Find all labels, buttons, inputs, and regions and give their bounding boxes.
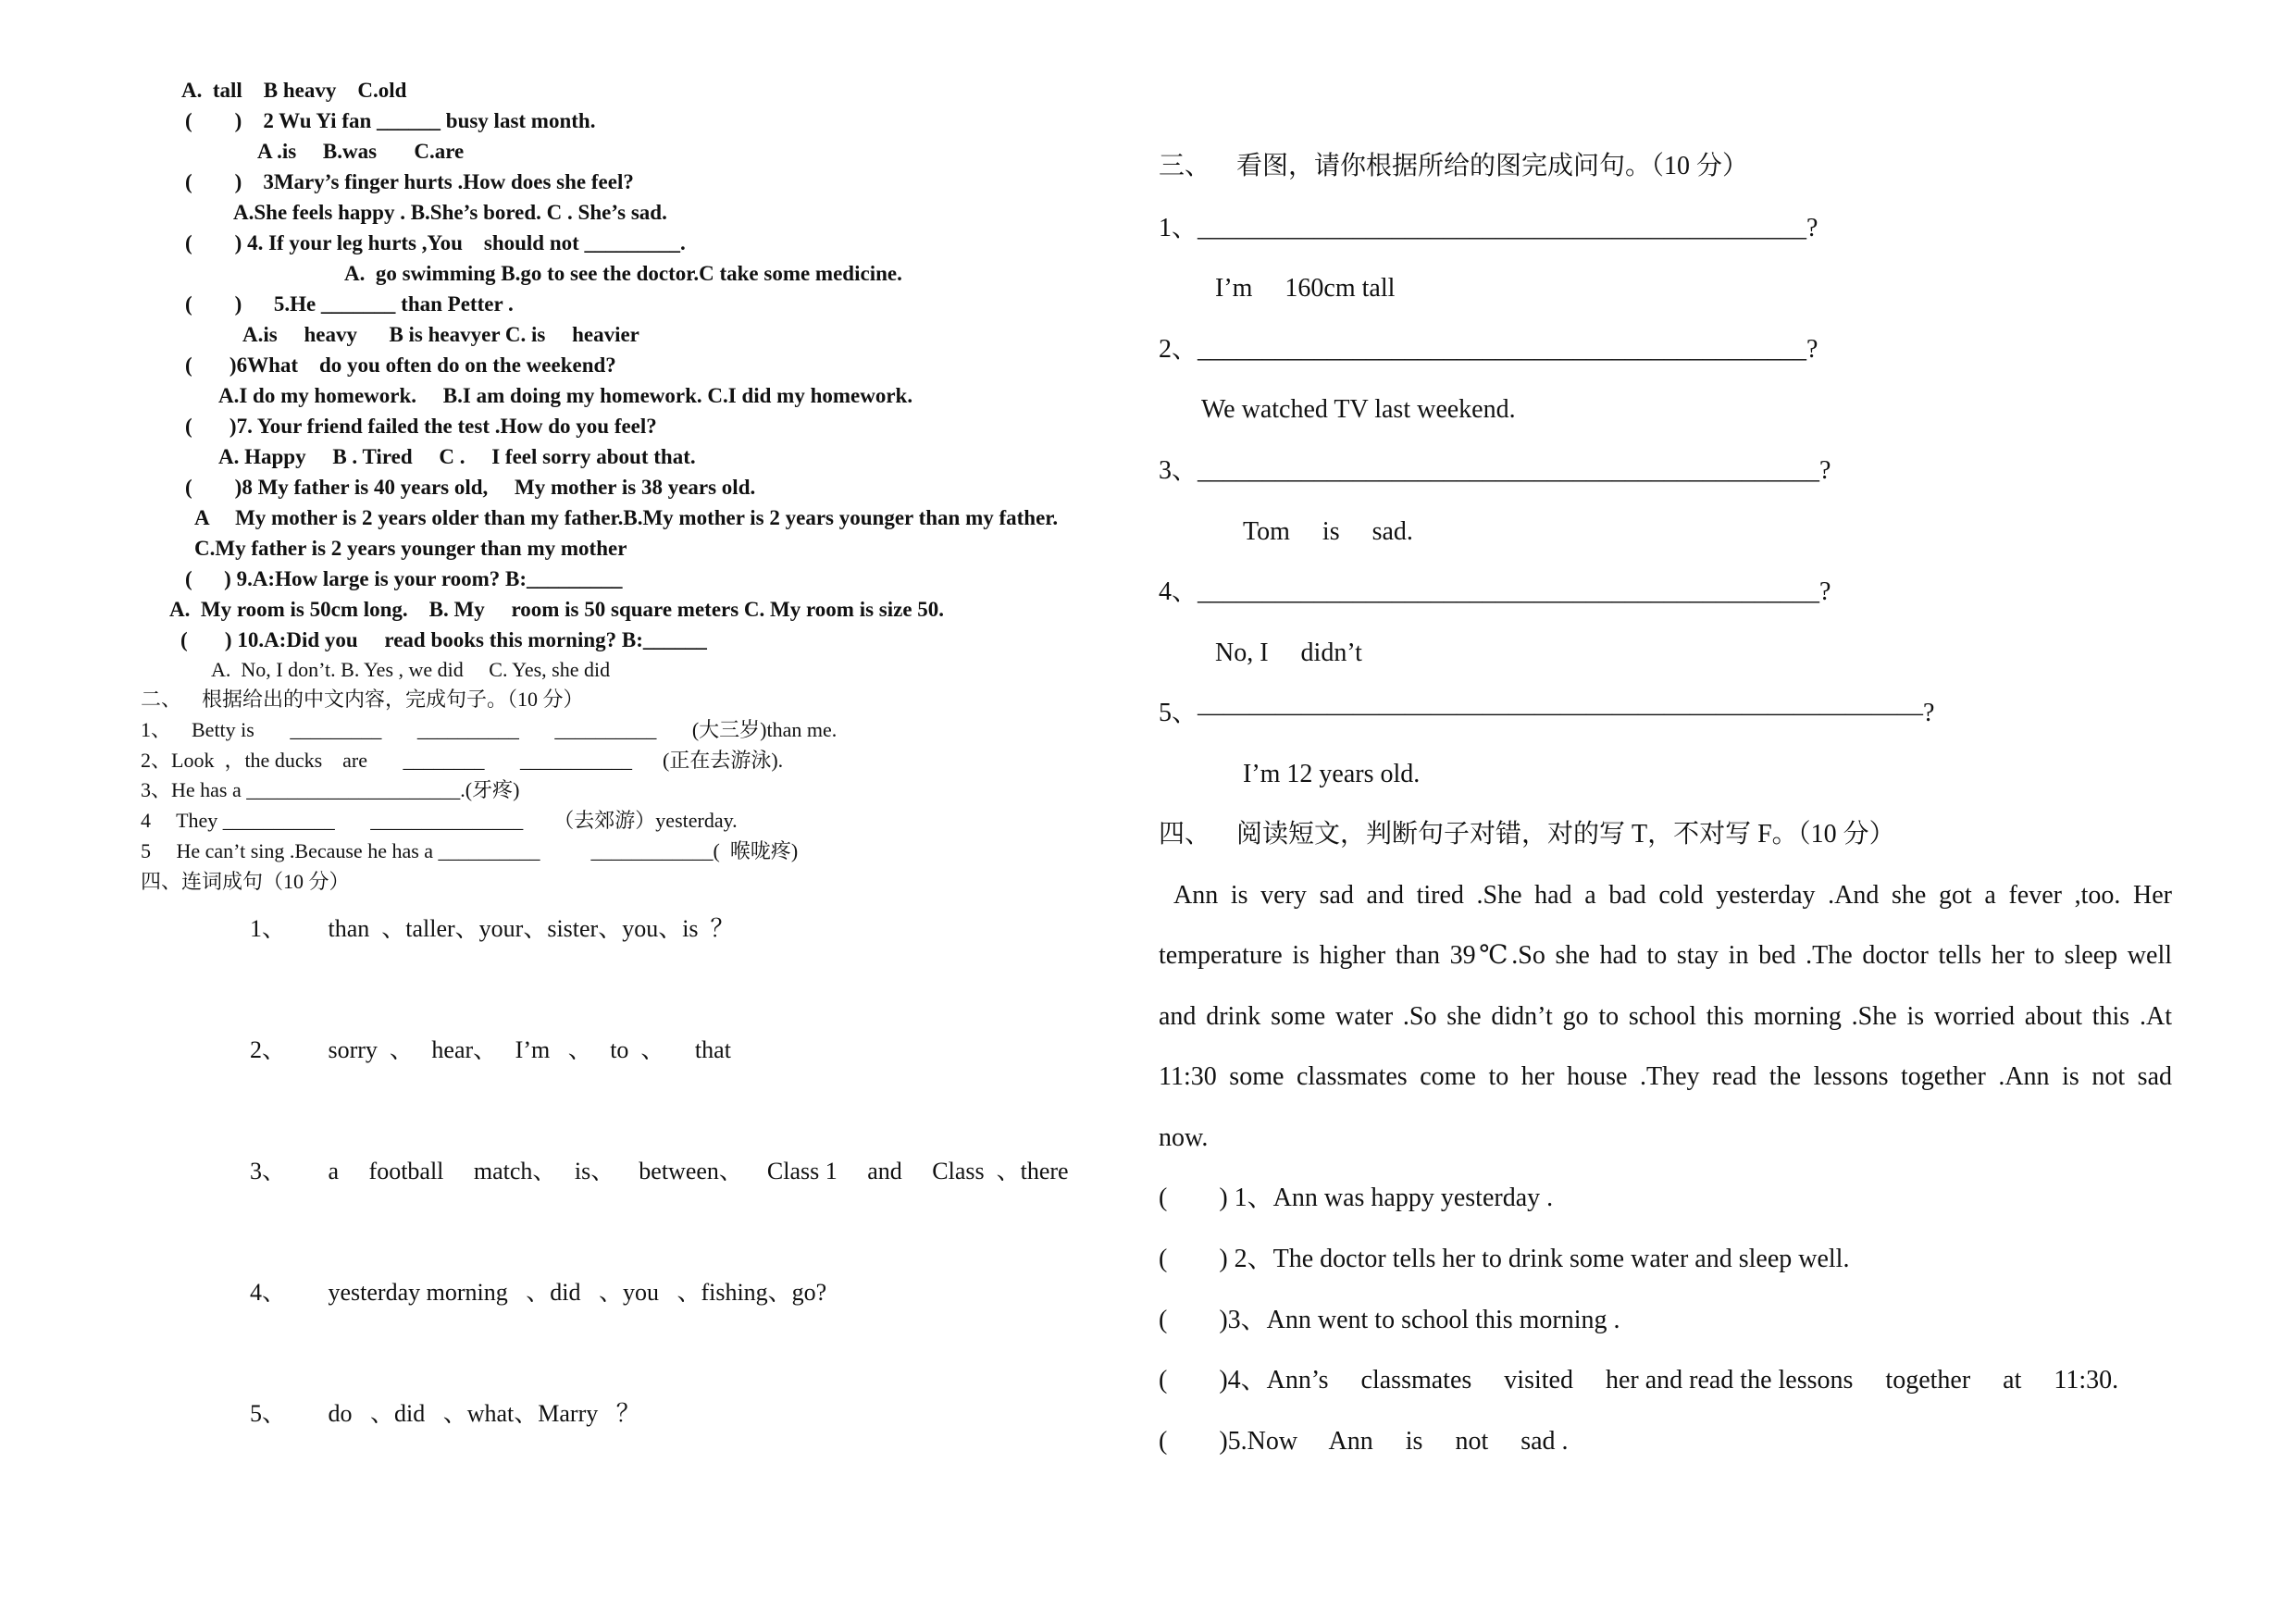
section-2-title: 二、 根据给出的中文内容，完成句子。（10 分） — [141, 688, 584, 711]
picture-question-4: 4、________________________________________________? — [1159, 577, 1831, 606]
join-item-3: 3、 a football match、 is、 between、 Class 1 and Class 、there — [250, 1158, 1069, 1184]
join-item-4: 4、 yesterday morning 、did 、you 、fishing、go? — [250, 1279, 827, 1306]
question-9: ( ) 9.A:How large is your room? B:_________ — [185, 567, 623, 590]
q4-options: A. go swimming B.go to see the doctor.C take some medicine. — [344, 262, 902, 285]
q8-option-c: C.My father is 2 years younger than my mother — [194, 537, 627, 560]
picture-answer-5: I’m 12 years old. — [1243, 760, 1421, 788]
section-4-title: 四、 阅读短文，判断句子对错，对的写 T，不对写 F。（10 分） — [1159, 820, 1895, 849]
join-item-1: 1、 than 、taller、your、sister、you、is ？ — [250, 915, 735, 942]
picture-answer-3: Tom is sad. — [1243, 517, 1413, 546]
q7-options: A. Happy B . Tired C . I feel sorry about that. — [218, 445, 696, 468]
true-false-item-4: ( )4、Ann’s classmates visited her and read the lessons together at 11:30. — [1159, 1366, 2119, 1395]
true-false-item-5: ( )5.Now Ann is not sad . — [1159, 1427, 1569, 1456]
passage-line-1: Ann is very sad and tired .She had a bad cold yesterday .And she got a fever ,too. Her — [1173, 881, 2172, 910]
picture-question-5: 5、————————————————————————————? — [1159, 699, 1935, 727]
section-3-title: 三、 看图，请你根据所给的图完成问句。（10 分） — [1159, 152, 1749, 180]
section-2-item-1: 1、 Betty is _________ __________ __________ (大三岁)than me. — [141, 718, 838, 741]
question-2: ( ) 2 Wu Yi fan ______ busy last month. — [185, 109, 596, 132]
picture-question-2: 2、_______________________________________________? — [1159, 335, 1818, 364]
section-2-item-5: 5 He can’t sing .Because he has a __________ ____________( 喉咙疼) — [141, 839, 799, 862]
question-4: ( ) 4. If your leg hurts ,You should not _________. — [185, 231, 686, 254]
q1-options: A. tall B heavy C.old — [181, 79, 407, 102]
q10-options: A. No, I don’t. B. Yes , we did C. Yes, she did — [211, 658, 611, 681]
true-false-item-1: ( ) 1、Ann was happy yesterday . — [1159, 1184, 1554, 1212]
question-6: ( )6What do you often do on the weekend? — [185, 353, 616, 377]
passage-line-5: now. — [1159, 1123, 1209, 1152]
join-item-5: 5、 do 、did 、what、Marry ？ — [250, 1400, 640, 1427]
passage-line-2: temperature is higher than 39℃.So she had to stay in bed .The doctor tells her to sleep well — [1159, 941, 2172, 970]
question-7: ( )7. Your friend failed the test .How do you feel? — [185, 415, 657, 438]
q6-options: A.I do my homework. B.I am doing my homework. C.I did my homework. — [218, 384, 913, 407]
true-false-item-2: ( ) 2、The doctor tells her to drink some water and sleep well. — [1159, 1245, 1850, 1273]
question-10: ( ) 10.A:Did you read books this morning? B:______ — [180, 628, 707, 651]
passage-line-4: 11:30 some classmates come to her house .They read the lessons together .Ann is not sad — [1159, 1062, 2172, 1091]
question-8: ( )8 My father is 40 years old, My mother is 38 years old. — [185, 476, 756, 499]
passage-line-3: and drink some water .So she didn’t go to school this morning .She is worried about this .At — [1159, 1002, 2172, 1031]
picture-answer-1: I’m 160cm tall — [1215, 274, 1396, 303]
q3-options: A.She feels happy . B.She’s bored. C . She’s sad. — [233, 201, 667, 224]
picture-question-3: 3、________________________________________________? — [1159, 456, 1831, 485]
question-3: ( ) 3Mary’s finger hurts .How does she feel? — [185, 170, 634, 193]
picture-question-1: 1、_______________________________________________? — [1159, 214, 1818, 242]
q2-options: A .is B.was C.are — [257, 140, 465, 163]
question-5: ( ) 5.He _______ than Petter . — [185, 292, 514, 316]
true-false-item-3: ( )3、Ann went to school this morning . — [1159, 1306, 1620, 1334]
q8-option-a-b: A My mother is 2 years older than my father.B.My mother is 2 years younger than my father. — [194, 506, 1059, 529]
section-2-item-4: 4 They ___________ _______________ （去郊游）yesterday. — [141, 809, 738, 832]
q9-options: A. My room is 50cm long. B. My room is 50 square meters C. My room is size 50. — [169, 598, 945, 621]
join-item-2: 2、 sorry 、 hear、 I’m 、 to 、 that — [250, 1036, 731, 1063]
section-2-item-2: 2、Look ，the ducks are ________ ___________ (正在去游泳). — [141, 749, 784, 772]
section-2-item-3: 3、He has a _____________________.(牙疼) — [141, 778, 520, 801]
q5-options: A.is heavy B is heavyer C. is heavier — [242, 323, 639, 346]
picture-answer-4: No, I didn’t — [1215, 638, 1362, 667]
picture-answer-2: We watched TV last weekend. — [1201, 395, 1516, 424]
section-join-title: 四、连词成句（10 分） — [141, 870, 350, 893]
